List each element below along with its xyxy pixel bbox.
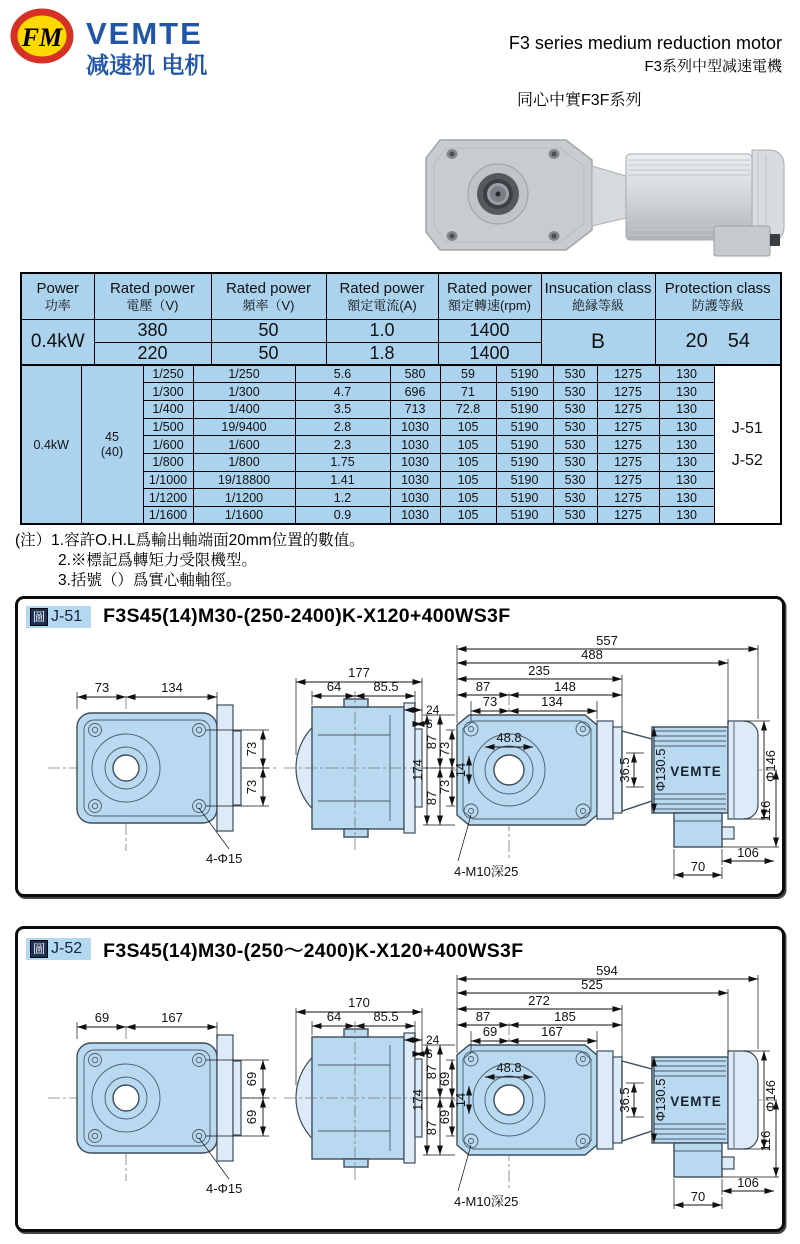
dim-label: 87 (424, 1064, 439, 1080)
ratio-b: 1/600 (193, 436, 295, 454)
ratio-b: 19/9400 (193, 418, 295, 436)
dim-label: 106 (737, 845, 759, 860)
cell: 530 (553, 400, 597, 418)
cell: 105 (440, 489, 496, 507)
cell: 105 (440, 471, 496, 489)
cell: 1030 (390, 471, 440, 489)
voltage-value: 380 (94, 319, 211, 342)
cell: 1030 (390, 507, 440, 525)
cell: 1275 (597, 507, 659, 525)
dim-label: 134 (541, 694, 563, 709)
dim-label: Φ146 (763, 1079, 778, 1113)
cell: 530 (553, 418, 597, 436)
cell: 1275 (597, 471, 659, 489)
cell: 105 (440, 436, 496, 454)
header-speed: Rated power 額定轉速(rpm) (438, 273, 541, 319)
figure-ref: J-51 (731, 419, 763, 437)
dim-label: 4-M10深25 (454, 864, 519, 879)
cell: 1030 (390, 453, 440, 471)
cell: 1275 (597, 365, 659, 383)
page-title-en: F3 series medium reduction motor (508, 33, 782, 53)
voltage-value: 220 (94, 342, 211, 365)
dim-label: 87 (424, 1120, 439, 1136)
speed-value: 1400 (438, 342, 541, 365)
cell: 530 (553, 436, 597, 454)
figure-ref-cell (714, 365, 781, 524)
cell: 1030 (390, 436, 440, 454)
cell: 130 (659, 436, 714, 454)
series-note: 同心中實F3F系列 (517, 92, 642, 109)
dim-label: 87 (424, 790, 439, 806)
dim-label: 70 (690, 859, 706, 874)
ratio-b: 1/800 (193, 453, 295, 471)
cell: 5190 (496, 365, 553, 383)
dim-label: 73 (94, 680, 110, 695)
ratio-b: 19/18800 (193, 471, 295, 489)
side-view (284, 995, 440, 1183)
dim-label: 36.5 (617, 757, 632, 783)
dim-label: 174 (410, 1089, 425, 1111)
cell: 130 (659, 383, 714, 401)
dim-label: 272 (528, 993, 550, 1008)
ratio-a: 1/1200 (143, 489, 193, 507)
cell: 130 (659, 489, 714, 507)
dim-label: 69 (94, 1010, 110, 1025)
figure-drawing-j51 (22, 635, 782, 896)
cell: 105 (440, 507, 496, 525)
cell: 2.3 (295, 436, 390, 454)
dim-label: 85.5 (373, 1009, 399, 1024)
cell: 1.41 (295, 471, 390, 489)
cell: 130 (659, 418, 714, 436)
cell: 130 (659, 507, 714, 525)
photo-output-shaft (468, 164, 528, 224)
frequency-value: 50 (211, 319, 326, 342)
figure-panel-j51 (15, 596, 785, 897)
ratio-a: 1/1000 (143, 471, 193, 489)
cell: 130 (659, 400, 714, 418)
product-photo (418, 126, 790, 266)
cell: 530 (553, 471, 597, 489)
dim-label: 87 (475, 1009, 491, 1024)
cell: 1275 (597, 383, 659, 401)
assembly-view (450, 635, 779, 879)
figure-tag-label: J-52 (51, 940, 83, 957)
cell: 1.75 (295, 453, 390, 471)
figure-model-code: F3S45(14)M30-(250～2400)K-X120+400WS3F (103, 940, 524, 962)
dim-label: Φ130.5 (653, 1078, 668, 1122)
cell: 72.8 (440, 400, 496, 418)
table-row (21, 319, 781, 342)
cell: 530 (553, 507, 597, 525)
cell: 713 (390, 400, 440, 418)
frequency-value: 50 (211, 342, 326, 365)
dim-label: 4-M10深25 (454, 1194, 519, 1209)
dim-label: 64 (326, 679, 342, 694)
cell: 5190 (496, 418, 553, 436)
dim-label: 148 (554, 679, 576, 694)
front-view (48, 680, 276, 866)
cell: 530 (553, 365, 597, 383)
figure-tag (26, 606, 91, 628)
cell: 5190 (496, 471, 553, 489)
speed-value: 1400 (438, 319, 541, 342)
dim-label: 235 (528, 663, 550, 678)
assembly-view (450, 965, 779, 1209)
cell: 530 (553, 383, 597, 401)
cell: 5190 (496, 489, 553, 507)
cell: 1275 (597, 436, 659, 454)
ratio-b: 1/300 (193, 383, 295, 401)
cell: 5190 (496, 453, 553, 471)
dim-label: 106 (737, 1175, 759, 1190)
dim-label: 6 (426, 1047, 433, 1061)
ratio-a: 1/500 (143, 418, 193, 436)
ratio-a: 1/1600 (143, 507, 193, 525)
dim-label: 48.8 (496, 730, 522, 745)
dim-label: Φ146 (763, 749, 778, 783)
cell: 3.5 (295, 400, 390, 418)
logo-mark-icon (10, 8, 76, 66)
cell: 2.8 (295, 418, 390, 436)
dim-label: 24 (426, 703, 440, 717)
technical-drawing (22, 965, 782, 1221)
note-line: 3.括號（）爲實心軸軸徑。 (58, 572, 242, 589)
cell: 530 (553, 489, 597, 507)
ratio-a: 1/400 (143, 400, 193, 418)
dim-label: 6 (426, 717, 433, 731)
cell: 1275 (597, 453, 659, 471)
cell: 1275 (597, 418, 659, 436)
cell: 105 (440, 453, 496, 471)
dim-label: Φ130.5 (653, 748, 668, 792)
figure-model-code: F3S45(14)M30-(250-2400)K-X120+400WS3F (103, 605, 511, 627)
insulation-value: B (541, 319, 655, 365)
ratio-a: 1/300 (143, 383, 193, 401)
dim-label: 36.5 (617, 1087, 632, 1113)
figure-tag-icon: 圖 (30, 608, 48, 626)
cell: 5190 (496, 400, 553, 418)
table-row (21, 365, 781, 383)
ratio-b: 1/1200 (193, 489, 295, 507)
dim-label: 116 (758, 800, 773, 822)
dim-label: 73 (244, 779, 259, 795)
protection-value: 20 54 (655, 319, 781, 365)
dim-label: 69 (437, 1109, 452, 1125)
cell: 130 (659, 471, 714, 489)
ratio-b: 1/250 (193, 365, 295, 383)
dim-label: 24 (426, 1033, 440, 1047)
motor-brand-label: VEMTE (670, 764, 722, 779)
dim-label: 167 (161, 1010, 183, 1025)
figure-drawing-j52 (22, 965, 782, 1226)
dim-label: 87 (424, 734, 439, 750)
header-voltage: Rated power 電壓（V) (94, 273, 211, 319)
dim-label: 525 (581, 977, 603, 992)
current-value: 1.8 (326, 342, 438, 365)
brand-name: VEMTE (86, 16, 203, 51)
header-protection: Protection class 防護等級 (655, 273, 781, 319)
spec-table-upper (20, 272, 782, 366)
dim-label: 4-Φ15 (206, 1181, 243, 1196)
current-value: 1.0 (326, 319, 438, 342)
spec-table-lower (20, 364, 782, 525)
dim-label: 14 (453, 1092, 468, 1108)
cell: 696 (390, 383, 440, 401)
cell: 5190 (496, 507, 553, 525)
dim-label: 4-Φ15 (206, 851, 243, 866)
figure-panel-j52 (15, 926, 785, 1232)
notes (15, 531, 365, 591)
dim-label: 170 (348, 995, 370, 1010)
dim-label: 134 (161, 680, 183, 695)
cell: 580 (390, 365, 440, 383)
dim-label: 69 (244, 1109, 259, 1125)
header-power: Power 功率 (21, 273, 94, 319)
dim-label: 557 (596, 635, 618, 648)
cell: 4.7 (295, 383, 390, 401)
dim-label: 69 (437, 1071, 452, 1087)
figure-tag-icon: 圖 (30, 940, 48, 958)
cell: 5.6 (295, 365, 390, 383)
power-value: 0.4kW (21, 365, 81, 524)
cell: 130 (659, 365, 714, 383)
dim-label: 594 (596, 965, 618, 978)
cell: 130 (659, 453, 714, 471)
motor-brand-label: VEMTE (670, 1094, 722, 1109)
dim-label: 48.8 (496, 1060, 522, 1075)
header-current: Rated power 額定電流(A) (326, 273, 438, 319)
cell: 5190 (496, 383, 553, 401)
ratio-a: 1/250 (143, 365, 193, 383)
brand-subtitle: 减速机 电机 (86, 51, 208, 78)
dim-label: 73 (482, 694, 498, 709)
dim-label: 70 (690, 1189, 706, 1204)
dim-label: 488 (581, 647, 603, 662)
power-value: 0.4kW (21, 319, 94, 365)
ratio-a: 1/600 (143, 436, 193, 454)
cell: 0.9 (295, 507, 390, 525)
side-view (284, 665, 440, 853)
ratio-b: 1/400 (193, 400, 295, 418)
cell: 1275 (597, 489, 659, 507)
dim-label: 73 (437, 741, 452, 757)
dim-label: 87 (475, 679, 491, 694)
dim-label: 167 (541, 1024, 563, 1039)
photo-adapter (592, 166, 626, 226)
dim-label: 64 (326, 1009, 342, 1024)
cell: 71 (440, 383, 496, 401)
technical-drawing (22, 635, 782, 891)
cell: 1030 (390, 489, 440, 507)
header-insulation: Insucation class 絶縁等級 (541, 273, 655, 319)
brand-logo (10, 8, 207, 77)
ratio-a: 1/800 (143, 453, 193, 471)
cell: 530 (553, 453, 597, 471)
dim-label: 116 (758, 1130, 773, 1152)
photo-terminal-box (714, 226, 770, 256)
note-line: (注）1.容許O.H.L爲輸出軸端面20mm位置的數值。 (15, 532, 365, 549)
figure-tag (26, 938, 91, 960)
cell: 59 (440, 365, 496, 383)
figure-tag-label: J-51 (51, 607, 83, 625)
dim-label: 73 (437, 779, 452, 795)
dim-label: 85.5 (373, 679, 399, 694)
figure-ref: J-52 (731, 451, 763, 469)
shaft-size: 45 (40) (81, 365, 143, 524)
dim-label: 185 (554, 1009, 576, 1024)
dim-label: 14 (453, 762, 468, 778)
cell: 1275 (597, 400, 659, 418)
logo-monogram: FM (21, 23, 63, 52)
dim-label: 69 (244, 1071, 259, 1087)
dim-label: 73 (244, 741, 259, 757)
ratio-b: 1/1600 (193, 507, 295, 525)
cell: 5190 (496, 436, 553, 454)
cell: 105 (440, 418, 496, 436)
header-frequency: Rated power 頻率（V) (211, 273, 326, 319)
front-view (48, 1010, 276, 1196)
table-header-row (21, 273, 781, 319)
dim-label: 174 (410, 759, 425, 781)
cell: 1.2 (295, 489, 390, 507)
cell: 1030 (390, 418, 440, 436)
dim-label: 69 (482, 1024, 498, 1039)
page-title-zh: F3系列中型减速電機 (644, 58, 782, 75)
note-line: 2.※標記爲轉矩力受限機型。 (58, 552, 257, 569)
dim-label: 177 (348, 665, 370, 680)
photo-cable-gland (770, 234, 780, 246)
